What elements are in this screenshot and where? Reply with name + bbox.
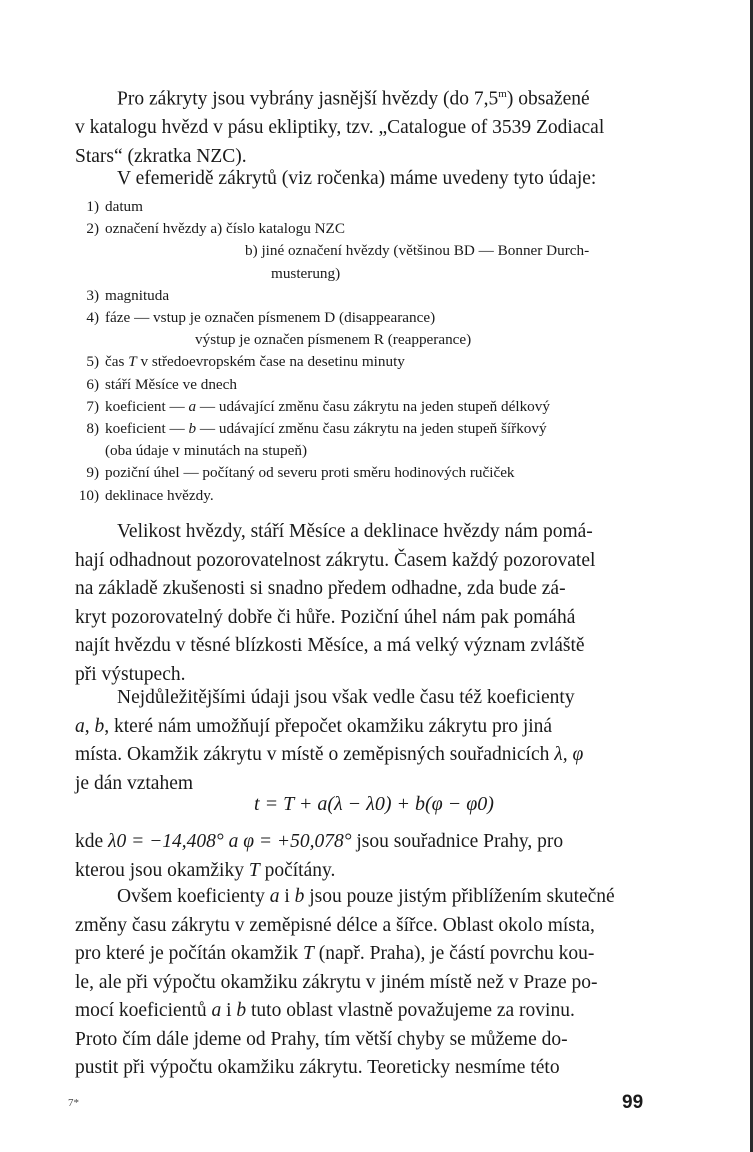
list-item-continuation: (oba údaje v minutách na stupeň) [105, 442, 308, 460]
list-item: 6) stáří Měsíce ve dnech [86, 375, 237, 393]
ephemeris-items-list [73, 196, 673, 507]
list-item: 3) magnituda [86, 286, 170, 304]
page-number: 99 [622, 1092, 644, 1113]
paragraph-ephemeris-intro: V efemeridě zákrytů (viz ročenka) máme uvedeny tyto údaje: [117, 168, 597, 189]
signature-mark: 7* [68, 1097, 79, 1109]
list-item: 5) čas T v středoevropském čase na desetinu minuty [86, 353, 405, 371]
list-item: 1) datum [86, 198, 143, 215]
occultation-time-formula: t = T + a(λ − λ0) + b(φ − φ0) [254, 793, 494, 815]
paragraph-coefficients: Nejdůležitějšími údaji jsou však vedle času též koeficienty a, b, které nám umožňují přepočet okamžiku zákrytu pro jiná místa. Okamžik zákrytu v místě o zeměpisných souřadnicích λ, φ je dán vztahem [75, 687, 584, 794]
list-item: 10) deklinace hvězdy. [78, 486, 214, 504]
paragraph-observability: Velikost hvězdy, stáří Měsíce a deklinace hvězdy nám pomá- hají odhadnout pozorovatelnost zákrytu. Časem každý pozorovatel na základě zkušenosti si snadno předem odhadne, zda bude zá- kryt pozorovatelný dobře či hůře. Poziční úhel nám pak pomáhá najít hvězdu v těsné blízkosti Měsíce, a má velký význam zvláště při výstupech. [75, 521, 596, 685]
list-item: 8) koeficient — b — udávající změnu času zákrytu na jeden stupeň šířkový [86, 420, 547, 438]
list-item: 7) koeficient — a — udávající změnu času zákrytu na jeden stupeň délkový [86, 397, 550, 415]
paragraph-approximation: Ovšem koeficienty a i b jsou pouze jistým přiblížením skutečné změny času zákrytu v zeměpisné délce a šířce. Oblast okolo místa, pro které je počítán okamžik T (např. Praha), je částí povrchu kou- le, ale při výpočtu okamžiku zákrytu v jiném místě než v Praze po- mocí koeficientů a i b tuto oblast vlastně považujeme za rovinu. Proto čím dále jdeme od Prahy, tím větší chyby se můžeme do- pustit při výpočtu okamžiku zákrytu. Teoreticky nesmíme této [75, 886, 615, 1078]
list-item: 2) označení hvězdy a) číslo katalogu NZC [86, 220, 345, 238]
list-item-continuation: b) jiné označení hvězdy (většinou BD — Bonner Durch- [245, 242, 590, 260]
paragraph-catalogue: Pro zákryty jsou vybrány jasnější hvězdy (do 7,5$^m$) obsažené v katalogu hvězd v pásu ekliptiky, tzv. „Catalogue of 3539 Zodiacal Stars“ (zkratka NZC). [75, 88, 605, 167]
list-item-continuation: výstup je označen písmenem R (reapperance) [195, 331, 472, 349]
list-item-continuation: musterung) [271, 264, 341, 282]
paragraph-prague-coordinates: kde λ0 = −14,408° a φ = +50,078° jsou souřadnice Prahy, pro kterou jsou okamžiky T počítány. [75, 831, 564, 881]
list-item: 4) fáze — vstup je označen písmenem D (disappearance) [86, 309, 436, 327]
list-item: 9) poziční úhel — počítaný od severu proti směru hodinových ručiček [86, 464, 515, 482]
